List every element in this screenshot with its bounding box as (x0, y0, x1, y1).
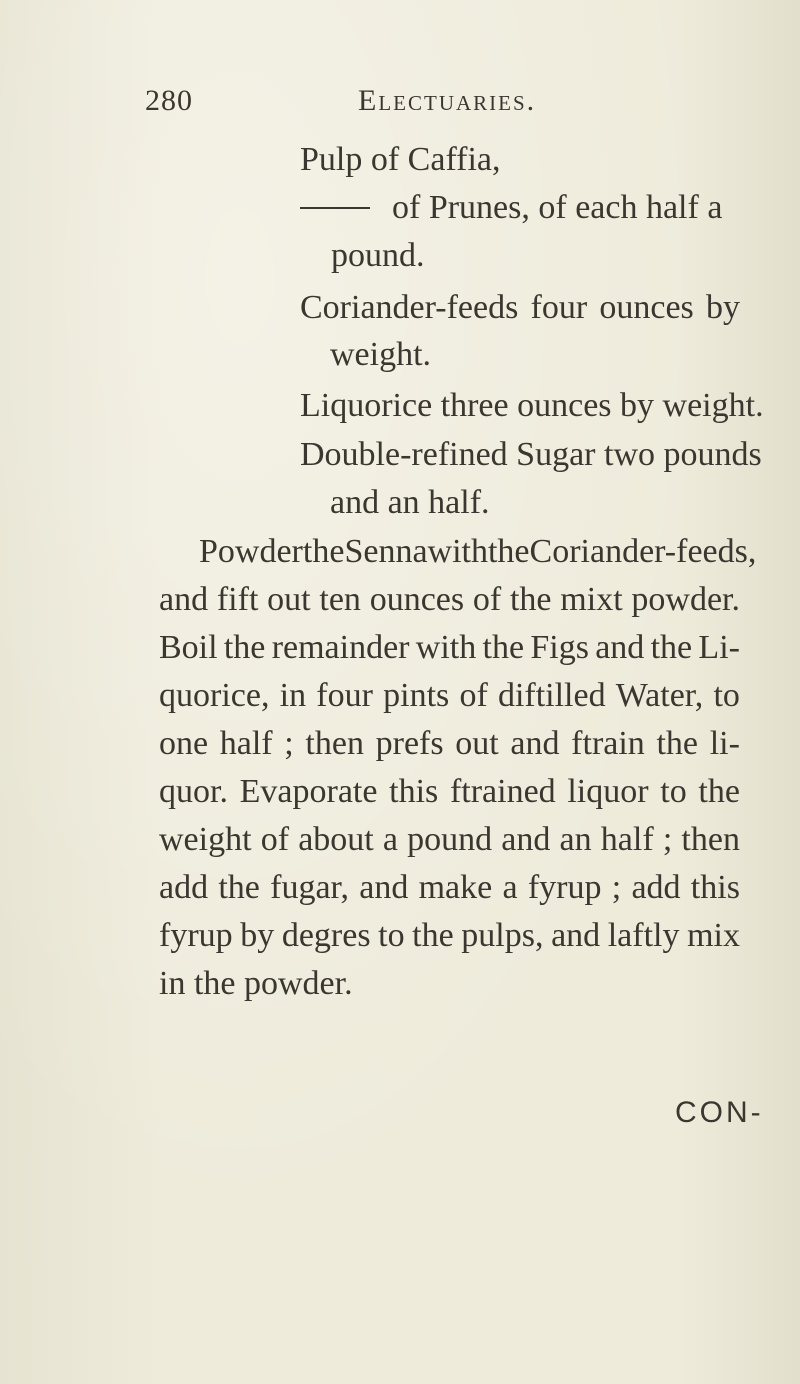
word: degres (281, 917, 371, 954)
word: four (530, 289, 588, 326)
word: Powder (199, 533, 303, 570)
word: then (681, 821, 740, 858)
paragraph-line: in the powder. (159, 965, 353, 1002)
ingredient-text: of Prunes, of each half a (392, 189, 723, 226)
word: with (427, 533, 488, 570)
word: a (382, 821, 398, 858)
word: out (267, 581, 311, 618)
word: powder. (631, 581, 740, 618)
paragraph-line (159, 724, 740, 764)
word: pints (383, 677, 450, 714)
paragraph-line (159, 772, 740, 812)
word: the (223, 629, 266, 666)
word: an (559, 821, 592, 858)
word: and (359, 869, 409, 906)
page-number: 280 (145, 84, 193, 117)
paragraph-line (159, 628, 740, 668)
word: one (159, 725, 209, 762)
word: pound (407, 821, 493, 858)
word: out (455, 725, 499, 762)
word: by (240, 917, 275, 954)
word: fugar, (270, 869, 350, 906)
word: ; (611, 869, 622, 906)
word: the (698, 773, 740, 810)
word: to (378, 917, 405, 954)
word: and (159, 581, 209, 618)
word: remainder (271, 629, 410, 666)
word: quorice, (159, 677, 270, 714)
paragraph-line (159, 868, 740, 908)
word: Evaporate (239, 773, 378, 810)
catchword: CON- (675, 1096, 764, 1129)
word: to (660, 773, 687, 810)
word: and (551, 917, 601, 954)
word: and (501, 821, 551, 858)
ingredient-line (300, 288, 740, 328)
word: ; (284, 725, 294, 762)
word: ounces (369, 581, 465, 618)
word: ; (662, 821, 673, 858)
paragraph-line (159, 820, 740, 860)
word: a (502, 869, 518, 906)
word: by (705, 289, 740, 326)
word: the (302, 533, 345, 570)
ingredient-line: Liquorice three ounces by weight. (300, 387, 764, 424)
word: Li- (698, 629, 740, 666)
word: then (305, 725, 364, 762)
word: mix (687, 917, 740, 954)
word: half (219, 725, 273, 762)
word: Coriander-feeds, (529, 533, 757, 570)
word: the (656, 725, 699, 762)
word: ten (319, 581, 361, 618)
word: the (487, 533, 530, 570)
word: fyrup (159, 917, 233, 954)
paragraph-line (199, 532, 757, 572)
word: of (260, 821, 290, 858)
running-head: Electuaries. (358, 84, 537, 117)
word: Water, (615, 677, 704, 714)
word: liquor (567, 773, 649, 810)
word: in (279, 677, 307, 714)
word: fyrup (527, 869, 602, 906)
word: Coriander-feeds (300, 289, 519, 326)
word: and (510, 725, 560, 762)
ingredient-line (300, 188, 740, 228)
word: about (298, 821, 374, 858)
word: Senna (344, 533, 428, 570)
ingredient-line: and an half. (330, 484, 490, 521)
paragraph-line (159, 916, 740, 956)
word: and (595, 629, 645, 666)
word: half (600, 821, 654, 858)
word: the (482, 629, 525, 666)
word: four (316, 677, 373, 714)
word: prefs (375, 725, 444, 762)
ingredient-line: weight. (330, 336, 432, 373)
word: li- (709, 725, 740, 762)
word: weight (159, 821, 252, 858)
word: fift (216, 581, 259, 618)
word: ftrained (449, 773, 556, 810)
word: with (415, 629, 477, 666)
word: quor. (159, 773, 228, 810)
ingredient-line: pound. (331, 237, 425, 274)
word: the (509, 581, 552, 618)
word: to (713, 677, 740, 714)
word: ounces (599, 289, 694, 326)
word: this (690, 869, 740, 906)
word: Boil (159, 629, 218, 666)
ingredient-line: Double-refined Sugar two pounds (300, 436, 762, 473)
word: this (389, 773, 439, 810)
word: make (418, 869, 493, 906)
word: ftrain (571, 725, 645, 762)
word: diftilled (497, 677, 606, 714)
word: the (650, 629, 693, 666)
ingredient-line: Pulp of Caffia, (300, 141, 501, 178)
paragraph-line (159, 676, 740, 716)
word: add (159, 869, 209, 906)
word: pulps, (461, 917, 544, 954)
word: the (412, 917, 454, 954)
word: of (472, 581, 502, 618)
word: mixt (560, 581, 623, 618)
ditto-dash (300, 207, 370, 209)
page-header (0, 84, 800, 124)
word: laftly (607, 917, 680, 954)
word: the (218, 869, 260, 906)
paragraph-line (159, 580, 740, 620)
word: of (459, 677, 488, 714)
word: Figs (530, 629, 589, 666)
word: add (631, 869, 681, 906)
